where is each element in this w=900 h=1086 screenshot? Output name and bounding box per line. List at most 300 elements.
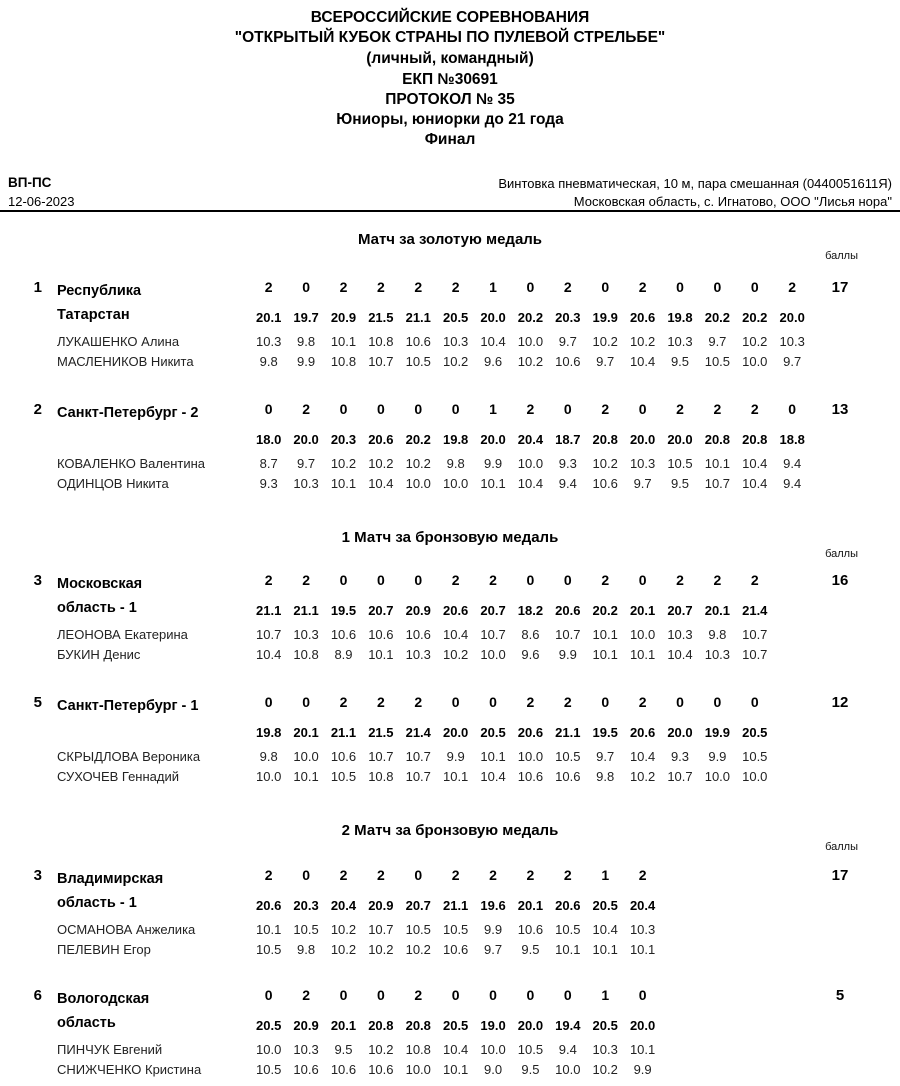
match-points-row-value: 2 — [638, 867, 647, 883]
player-name: ЛЕОНОВА Екатерина — [57, 627, 188, 642]
player-shots-row-value: 10.3 — [704, 647, 731, 662]
match-points-row-value: 0 — [638, 401, 647, 417]
venue: Московская область, с. Игнатово, ООО "Лисья нора" — [573, 194, 892, 209]
series-score-row-value: 20.3 — [555, 310, 581, 325]
match-points-row-value: 2 — [339, 279, 348, 295]
team-name-line: Республика — [57, 283, 142, 299]
player-shots-row-value: 10.2 — [592, 334, 618, 349]
team-total-points: 17 — [831, 279, 849, 296]
player-shots-row-value: 9.9 — [446, 749, 465, 764]
match-points-row-value: 0 — [563, 572, 572, 588]
player-shots-row — [250, 476, 811, 491]
player-shots-row-value: 10.0 — [629, 627, 656, 642]
player-shots-row-value: 10.7 — [742, 647, 768, 662]
series-score-row-value: 18.7 — [555, 432, 581, 447]
player-shots-row-value: 10.6 — [405, 334, 431, 349]
match-points-row-value: 2 — [339, 694, 348, 710]
player-shots-row-value: 10.8 — [405, 1042, 431, 1057]
match-title: 2 Матч за бронзовую медаль — [341, 822, 559, 839]
match-points-row-value: 2 — [563, 694, 572, 710]
player-shots-row-value: 10.3 — [592, 1042, 618, 1057]
team-total-points: 5 — [835, 987, 845, 1004]
match-points-row — [250, 572, 773, 588]
player-shots-row-value: 9.5 — [521, 1062, 540, 1077]
match-points-row-value: 0 — [376, 401, 385, 417]
player-shots-row-value: 10.1 — [256, 922, 282, 937]
player-shots-row-value: 10.0 — [442, 476, 469, 491]
player-shots-row-value: 10.5 — [442, 922, 469, 937]
player-name: СУХОЧЕВ Геннадий — [57, 769, 179, 784]
player-shots-row-value: 10.7 — [704, 476, 731, 491]
series-score-row-value: 20.8 — [592, 432, 618, 447]
player-shots-row-value: 9.9 — [484, 456, 503, 471]
player-shots-row-value: 10.2 — [517, 354, 544, 369]
series-score-row-value: 20.5 — [256, 1018, 282, 1033]
protocol-date: 12-06-2023 — [8, 194, 75, 209]
player-shots-row-value: 10.6 — [330, 1062, 357, 1077]
match-points-row-value: 0 — [414, 401, 423, 417]
player-shots-row — [250, 769, 773, 784]
series-score-row-value: 20.0 — [667, 432, 693, 447]
player-shots-row-value: 9.3 — [558, 456, 577, 471]
player-shots-row-value: 10.8 — [330, 354, 357, 369]
player-shots-row-value: 9.7 — [596, 354, 615, 369]
match-points-row-value: 2 — [376, 279, 385, 295]
series-score-row-value: 20.4 — [517, 432, 544, 447]
player-name: ОДИНЦОВ Никита — [57, 476, 169, 491]
match-points-row-value: 2 — [489, 572, 497, 588]
player-name: ЛУКАШЕНКО Алина — [57, 334, 180, 349]
player-name: БУКИН Денис — [57, 647, 141, 662]
player-shots-row-value: 10.5 — [330, 769, 357, 784]
player-shots-row-value: 10.1 — [442, 1062, 469, 1077]
player-shots-row-value: 9.5 — [334, 1042, 353, 1057]
player-shots-row-value: 9.4 — [783, 476, 802, 491]
player-shots-row-value: 10.7 — [405, 769, 431, 784]
player-shots-row-value: 10.6 — [517, 769, 544, 784]
player-shots-row-value: 9.4 — [783, 456, 802, 471]
player-shots-row-value: 10.0 — [742, 354, 768, 369]
points-column-label: баллы — [825, 841, 858, 853]
competition-title-line: Юниоры, юниорки до 21 года — [336, 111, 564, 128]
player-shots-row-value: 9.7 — [297, 456, 316, 471]
series-score-row-value: 20.2 — [517, 310, 544, 325]
match-title: Матч за золотую медаль — [357, 231, 543, 248]
team-name — [57, 867, 249, 915]
series-score-row-value: 20.3 — [330, 432, 357, 447]
team-total-points: 16 — [831, 572, 849, 589]
team-name-line: Санкт-Петербург - 1 — [57, 698, 199, 714]
team-rank: 1 — [33, 279, 42, 296]
player-shots-row-value: 10.4 — [368, 476, 394, 491]
player-shots-row-value: 10.1 — [293, 769, 319, 784]
player-shots-row-value: 9.7 — [596, 749, 615, 764]
series-score-row-value: 20.2 — [592, 603, 618, 618]
player-name: ОСМАНОВА Анжелика — [57, 922, 196, 937]
series-score-row — [250, 1018, 661, 1033]
series-score-row-value: 20.9 — [330, 310, 357, 325]
match-points-row-value: 2 — [451, 867, 460, 883]
match-points-row-value: 0 — [302, 694, 310, 710]
match-points-row-value: 2 — [788, 279, 797, 295]
player-shots-row-value: 10.7 — [480, 627, 506, 642]
player-shots-row-value: 10.2 — [629, 769, 656, 784]
competition-title-line: ЕКП №30691 — [402, 71, 498, 88]
match-points-row — [250, 867, 661, 883]
match-points-row — [250, 987, 661, 1003]
series-score-row — [250, 310, 811, 325]
player-shots-row-value: 9.8 — [297, 334, 316, 349]
match-points-row-value: 0 — [526, 279, 535, 295]
series-score-row-value: 20.9 — [293, 1018, 319, 1033]
player-shots-row — [250, 942, 661, 957]
player-shots-row — [250, 456, 811, 471]
match-points-row-value: 0 — [526, 572, 535, 588]
match-points-row-value: 0 — [414, 867, 423, 883]
event-description: Винтовка пневматическая, 10 м, пара смешанная (0440051611Я) — [498, 176, 892, 191]
series-score-row-value: 20.1 — [256, 310, 282, 325]
match-points-row-value: 2 — [414, 694, 423, 710]
player-shots-row — [250, 1042, 661, 1057]
player-shots-row-value: 10.5 — [667, 456, 693, 471]
team-name-line: область - 1 — [57, 600, 137, 616]
series-score-row-value: 20.1 — [330, 1018, 357, 1033]
player-shots-row-value: 9.8 — [259, 354, 278, 369]
series-score-row-value: 20.3 — [293, 898, 319, 913]
match-points-row-value: 0 — [750, 694, 759, 710]
player-name: КОВАЛЕНКО Валентина — [57, 456, 205, 471]
match-points-row-value: 0 — [676, 694, 684, 710]
match-points-row-value: 0 — [264, 987, 273, 1003]
series-score-row-value: 20.6 — [442, 603, 469, 618]
player-shots-row-value: 10.5 — [293, 922, 319, 937]
match-points-row-value: 0 — [339, 401, 348, 417]
player-shots-row-value: 9.4 — [558, 476, 577, 491]
team-name-line: область — [57, 1015, 116, 1031]
player-shots-row-value: 10.2 — [368, 942, 394, 957]
match-points-row-value: 2 — [451, 279, 460, 295]
player-shots-row-value: 10.6 — [330, 749, 357, 764]
team-name-line: Санкт-Петербург - 2 — [57, 405, 199, 421]
player-shots-row-value: 10.6 — [442, 942, 469, 957]
team-name-line: область - 1 — [57, 895, 137, 911]
player-shots-row-value: 10.1 — [629, 647, 656, 662]
player-shots-row-value: 10.1 — [480, 749, 506, 764]
series-score-row-value: 20.5 — [742, 725, 768, 740]
player-shots-row-value: 9.8 — [259, 749, 278, 764]
series-score-row-value: 18.0 — [256, 432, 282, 447]
team-total-points: 12 — [831, 694, 849, 711]
series-score-row-value: 18.2 — [517, 603, 544, 618]
match-points-row-value: 0 — [601, 694, 610, 710]
player-shots-row-value: 10.5 — [256, 1062, 282, 1077]
player-shots-row-value: 10.3 — [293, 476, 319, 491]
match-points-row-value: 2 — [414, 987, 423, 1003]
player-shots-row-value: 10.1 — [442, 769, 469, 784]
player-shots-row-value: 10.6 — [368, 1062, 394, 1077]
match-points-row-value: 0 — [302, 867, 310, 883]
match-points-row — [250, 694, 773, 710]
series-score-row — [250, 432, 811, 447]
player-shots-row-value: 10.0 — [704, 769, 731, 784]
match-points-row-value: 0 — [638, 572, 647, 588]
player-shots-row-value: 10.4 — [442, 627, 469, 642]
series-score-row-value: 20.8 — [368, 1018, 394, 1033]
team-rank: 3 — [33, 867, 42, 884]
series-score-row-value: 20.1 — [629, 603, 656, 618]
player-shots-row-value: 10.6 — [368, 627, 394, 642]
team-name — [57, 401, 249, 425]
player-shots-row-value: 10.0 — [517, 334, 544, 349]
player-shots-row-value: 9.7 — [708, 334, 727, 349]
competition-title-line: (личный, командный) — [366, 50, 534, 67]
player-shots-row-value: 10.3 — [293, 627, 319, 642]
series-score-row-value: 20.0 — [442, 725, 469, 740]
series-score-row-value: 21.5 — [368, 310, 394, 325]
player-shots-row-value: 10.3 — [293, 1042, 319, 1057]
match-points-row-value: 2 — [489, 867, 497, 883]
player-shots-row-value: 10.4 — [480, 769, 506, 784]
player-shots-row-value: 10.4 — [629, 354, 656, 369]
match-points-row-value: 2 — [526, 401, 535, 417]
player-shots-row-value: 10.1 — [330, 334, 357, 349]
player-shots-row-value: 10.6 — [517, 922, 544, 937]
player-shots-row-value: 10.2 — [592, 456, 618, 471]
player-shots-row-value: 10.0 — [480, 647, 506, 662]
player-shots-row-value: 10.2 — [442, 647, 469, 662]
player-name: МАСЛЕНИКОВ Никита — [57, 354, 194, 369]
player-shots-row — [250, 334, 811, 349]
series-score-row-value: 21.1 — [442, 898, 469, 913]
team-result-block — [0, 987, 900, 1083]
player-name: ПЕЛЕВИН Егор — [57, 942, 151, 957]
team-name — [57, 987, 249, 1035]
match-points-row-value: 2 — [563, 279, 572, 295]
player-shots-row-value: 10.7 — [405, 749, 431, 764]
match-points-row-value: 0 — [526, 987, 535, 1003]
player-shots-row-value: 9.4 — [558, 1042, 577, 1057]
player-shots-row-value: 9.7 — [633, 476, 652, 491]
player-shots-row-value: 10.2 — [368, 1042, 394, 1057]
series-score-row-value: 20.4 — [629, 898, 656, 913]
series-score-row-value: 20.0 — [517, 1018, 544, 1033]
match-points-row-value: 0 — [788, 401, 797, 417]
series-score-row-value: 20.9 — [368, 898, 394, 913]
team-result-block — [0, 572, 900, 668]
player-shots-row-value: 10.3 — [256, 334, 282, 349]
player-shots-row-value: 10.3 — [629, 922, 656, 937]
series-score-row-value: 20.6 — [368, 432, 394, 447]
player-name: СНИЖЧЕНКО Кристина — [57, 1062, 202, 1077]
series-score-row-value: 20.7 — [480, 603, 506, 618]
player-shots-row-value: 10.0 — [405, 476, 431, 491]
series-score-row — [250, 725, 773, 740]
player-shots-row-value: 10.7 — [742, 627, 768, 642]
series-score-row-value: 19.6 — [480, 898, 506, 913]
team-result-block — [0, 401, 900, 497]
series-score-row-value: 20.1 — [704, 603, 731, 618]
player-shots-row-value: 9.7 — [783, 354, 802, 369]
player-shots-row-value: 9.3 — [259, 476, 278, 491]
player-shots-row-value: 10.0 — [256, 769, 282, 784]
player-shots-row-value: 10.0 — [517, 749, 544, 764]
match-points-row-value: 0 — [638, 987, 647, 1003]
player-shots-row-value: 8.7 — [259, 456, 278, 471]
match-points-row-value: 2 — [563, 867, 572, 883]
series-score-row-value: 21.1 — [256, 603, 282, 618]
series-score-row-value: 20.0 — [779, 310, 805, 325]
team-name-line: Вологодская — [57, 991, 150, 1007]
match-points-row-value: 2 — [414, 279, 423, 295]
team-total-points: 17 — [831, 867, 849, 884]
match-points-row-value: 0 — [563, 401, 572, 417]
series-score-row-value: 19.8 — [442, 432, 469, 447]
player-shots-row — [250, 627, 773, 642]
player-shots-row-value: 10.4 — [667, 647, 693, 662]
match-points-row-value: 1 — [601, 867, 610, 883]
player-shots-row-value: 9.3 — [670, 749, 690, 764]
player-shots-row-value: 9.8 — [446, 456, 465, 471]
series-score-row-value: 19.8 — [667, 310, 693, 325]
series-score-row-value: 21.5 — [368, 725, 394, 740]
match-points-row-value: 0 — [451, 401, 460, 417]
player-shots-row-value: 9.9 — [633, 1062, 652, 1077]
match-points-row-value: 2 — [713, 572, 722, 588]
player-shots-row-value: 10.0 — [480, 1042, 506, 1057]
match-points-row-value: 0 — [414, 572, 423, 588]
series-score-row-value: 21.1 — [293, 603, 319, 618]
player-shots-row-value: 9.9 — [558, 647, 577, 662]
player-shots-row-value: 10.5 — [555, 749, 581, 764]
series-score-row-value: 20.8 — [704, 432, 731, 447]
player-shots-row-value: 10.2 — [330, 456, 357, 471]
match-points-row-value: 2 — [302, 987, 310, 1003]
player-shots-row-value: 10.8 — [368, 769, 394, 784]
series-score-row-value: 20.4 — [330, 898, 357, 913]
competition-title-line: "ОТКРЫТЫЙ КУБОК СТРАНЫ ПО ПУЛЕВОЙ СТРЕЛЬБЕ" — [234, 29, 666, 46]
match-points-row-value: 2 — [376, 867, 385, 883]
player-shots-row-value: 10.5 — [256, 942, 282, 957]
player-shots-row-value: 9.5 — [670, 354, 690, 369]
player-shots-row-value: 10.7 — [667, 769, 693, 784]
player-shots-row-value: 8.6 — [521, 627, 540, 642]
series-score-row-value: 20.6 — [555, 898, 581, 913]
team-rank: 2 — [33, 401, 42, 418]
team-name-line: Владимирская — [57, 871, 164, 887]
player-shots-row — [250, 749, 773, 764]
player-shots-row — [250, 354, 811, 369]
series-score-row-value: 20.6 — [256, 898, 282, 913]
points-column-label: баллы — [825, 548, 858, 560]
player-shots-row-value: 10.2 — [442, 354, 469, 369]
player-shots-row-value: 10.6 — [330, 627, 357, 642]
match-points-row-value: 0 — [489, 694, 497, 710]
player-shots-row-value: 10.4 — [442, 1042, 469, 1057]
player-shots-row-value: 10.1 — [330, 476, 357, 491]
player-shots-row-value: 10.6 — [592, 476, 618, 491]
player-shots-row-value: 10.5 — [405, 922, 431, 937]
series-score-row-value: 19.7 — [293, 310, 319, 325]
player-shots-row-value: 10.7 — [368, 749, 394, 764]
competition-title-line: Финал — [424, 131, 476, 148]
player-shots-row-value: 10.5 — [742, 749, 768, 764]
player-shots-row-value: 10.4 — [480, 334, 506, 349]
player-shots-row — [250, 647, 773, 662]
team-total-points: 13 — [831, 401, 849, 418]
player-shots-row — [250, 1062, 661, 1077]
series-score-row-value: 20.2 — [704, 310, 731, 325]
player-shots-row-value: 10.0 — [293, 749, 319, 764]
match-points-row-value: 0 — [264, 694, 273, 710]
player-shots-row-value: 10.0 — [742, 769, 768, 784]
player-shots-row-value: 10.6 — [555, 769, 581, 784]
series-score-row-value: 20.1 — [517, 898, 544, 913]
player-shots-row-value: 10.7 — [368, 922, 394, 937]
player-shots-row-value: 10.0 — [256, 1042, 282, 1057]
player-shots-row-value: 9.0 — [484, 1062, 503, 1077]
match-points-row-value: 2 — [451, 572, 460, 588]
player-shots-row-value: 10.5 — [704, 354, 731, 369]
player-shots-row-value: 10.7 — [256, 627, 282, 642]
match-points-row — [250, 279, 811, 295]
player-shots-row-value: 10.6 — [293, 1062, 319, 1077]
match-points-row-value: 0 — [264, 401, 273, 417]
player-shots-row-value: 10.3 — [667, 334, 693, 349]
player-shots-row-value: 9.6 — [521, 647, 540, 662]
series-score-row-value: 20.6 — [555, 603, 581, 618]
player-shots-row-value: 10.2 — [592, 1062, 618, 1077]
match-points-row-value: 0 — [376, 987, 385, 1003]
series-score-row-value: 19.0 — [480, 1018, 506, 1033]
match-points-row-value: 1 — [489, 401, 497, 417]
player-shots-row-value: 10.2 — [742, 334, 768, 349]
player-shots-row-value: 10.4 — [629, 749, 656, 764]
competition-title-line: ПРОТОКОЛ № 35 — [385, 91, 515, 108]
match-points-row-value: 0 — [376, 572, 385, 588]
player-shots-row-value: 9.7 — [484, 942, 503, 957]
series-score-row-value: 20.7 — [667, 603, 693, 618]
player-shots-row-value: 10.2 — [629, 334, 656, 349]
series-score-row-value: 20.5 — [592, 898, 618, 913]
series-score-row-value: 21.4 — [405, 725, 431, 740]
match-points-row-value: 2 — [526, 867, 535, 883]
match-points-row-value: 0 — [339, 987, 348, 1003]
discipline-code: ВП-ПС — [8, 175, 52, 190]
player-shots-row-value: 9.8 — [596, 769, 615, 784]
series-score-row-value: 20.5 — [592, 1018, 618, 1033]
series-score-row-value: 19.9 — [592, 310, 618, 325]
match-points-row-value: 2 — [264, 867, 273, 883]
match-points-row-value: 0 — [676, 279, 684, 295]
player-shots-row-value: 10.1 — [480, 476, 506, 491]
match-points-row-value: 0 — [563, 987, 572, 1003]
team-rank: 5 — [33, 694, 42, 711]
player-shots-row-value: 10.1 — [592, 647, 618, 662]
series-score-row-value: 20.1 — [293, 725, 319, 740]
series-score-row-value: 20.6 — [629, 725, 656, 740]
series-score-row-value: 20.0 — [667, 725, 693, 740]
match-points-row-value: 2 — [339, 867, 348, 883]
player-shots-row-value: 10.0 — [405, 1062, 431, 1077]
match-points-row-value: 0 — [451, 987, 460, 1003]
series-score-row-value: 20.6 — [517, 725, 544, 740]
team-result-block — [0, 867, 900, 963]
player-shots-row-value: 10.3 — [629, 456, 656, 471]
match-points-row-value: 0 — [451, 694, 460, 710]
player-shots-row-value: 9.7 — [558, 334, 577, 349]
player-shots-row-value: 10.1 — [592, 942, 618, 957]
player-shots-row-value: 10.2 — [405, 942, 431, 957]
